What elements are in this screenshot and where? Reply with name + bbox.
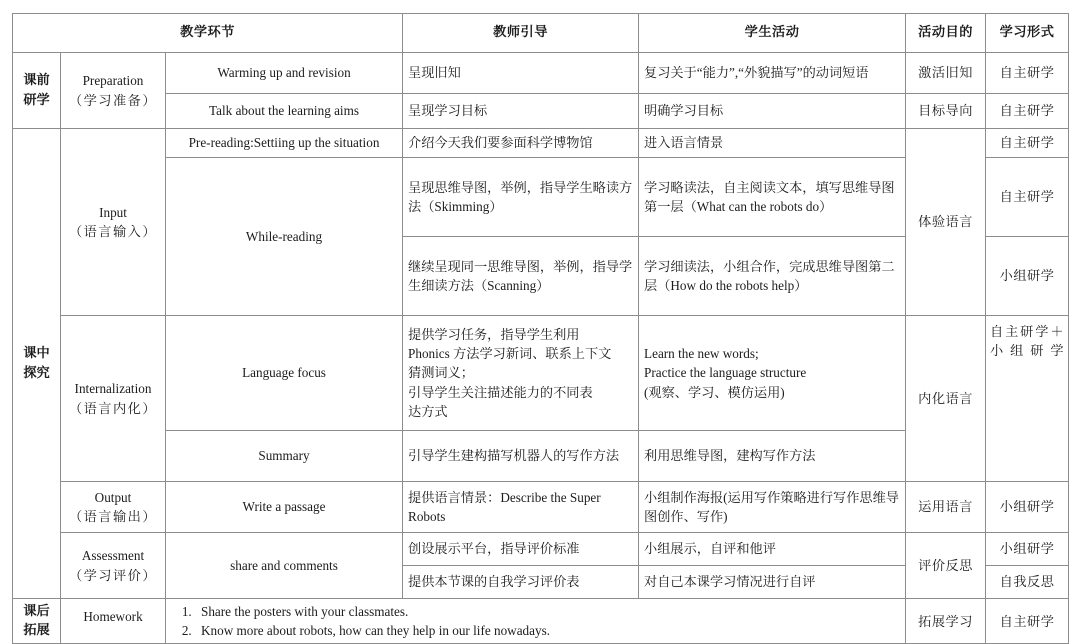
learning-form-r4: 自主研学 xyxy=(986,158,1069,237)
table-row xyxy=(13,316,1069,431)
text-line: 提供学习任务，指导学生利用 xyxy=(408,327,580,343)
homework-list xyxy=(171,602,900,640)
teacher-guidance-r3: 介绍今天我们要参面科学博物馆 xyxy=(403,129,639,158)
step-summary: Summary xyxy=(166,431,403,482)
learning-form-r1: 自主研学 xyxy=(986,53,1069,94)
teacher-guidance-r6 xyxy=(403,316,639,431)
table-row xyxy=(13,53,1069,94)
table-row xyxy=(13,94,1069,129)
stage-in-class-line1: 课中 xyxy=(23,346,50,362)
stage-in-class-line2: 探究 xyxy=(23,365,50,381)
teacher-guidance-r1: 呈现旧知 xyxy=(403,53,639,94)
step-share-comments: share and comments xyxy=(166,533,403,599)
header-student-activity: 学生活动 xyxy=(639,14,906,53)
student-activity-r10: 对自己本课学习情况进行自评 xyxy=(639,566,906,599)
homework-list-cell xyxy=(166,599,906,644)
text-line: Practice the language structure xyxy=(644,365,807,381)
activity-purpose-r3: 体验语言 xyxy=(906,129,986,316)
student-activity-r3: 进入语言情景 xyxy=(639,129,906,158)
list-item: 2. Know more about robots, how can they help in our life nowadays. xyxy=(195,621,900,640)
teacher-guidance-r10: 提供本节课的自我学习评价表 xyxy=(403,566,639,599)
stage-pre-class xyxy=(13,53,61,129)
learning-form-r11: 自主研学 xyxy=(986,599,1069,644)
learning-form-r10: 自我反思 xyxy=(986,566,1069,599)
step-write-passage: Write a passage xyxy=(166,482,403,533)
phase-input-en: Input xyxy=(99,204,127,220)
activity-purpose-r8: 运用语言 xyxy=(906,482,986,533)
learning-form-r6: 自主研学＋小组研学 xyxy=(986,316,1069,482)
phase-internalization-en: Internalization xyxy=(74,381,152,397)
stage-post-class-line1: 课后 xyxy=(23,604,50,619)
stage-pre-class-line1: 课前 xyxy=(23,73,50,89)
header-teaching-steps: 教学环节 xyxy=(13,14,403,53)
phase-output-en: Output xyxy=(94,489,132,505)
text-line: 达方式 xyxy=(408,403,448,419)
lesson-plan-table xyxy=(12,13,1069,644)
learning-form-r5: 小组研学 xyxy=(986,237,1069,316)
stage-pre-class-line2: 研学 xyxy=(23,92,50,108)
table-header-row xyxy=(13,14,1069,53)
step-language-focus: Language focus xyxy=(166,316,403,431)
header-activity-purpose: 活动目的 xyxy=(906,14,986,53)
phase-output xyxy=(61,482,166,533)
student-activity-r7: 利用思维导图，建构写作方法 xyxy=(639,431,906,482)
header-learning-form: 学习形式 xyxy=(986,14,1069,53)
phase-input xyxy=(61,129,166,316)
student-activity-r1: 复习关于“能力”,“外貌描写”的动词短语 xyxy=(639,53,906,94)
activity-purpose-r9: 评价反思 xyxy=(906,533,986,599)
teacher-guidance-r6-lines xyxy=(408,325,633,421)
activity-purpose-r6: 内化语言 xyxy=(906,316,986,482)
phase-assessment-cn: （学习评价） xyxy=(68,567,158,583)
table-row xyxy=(13,482,1069,533)
phase-input-cn: （语言输入） xyxy=(68,224,158,239)
phase-preparation xyxy=(61,53,166,129)
stage-post-class-line2: 拓展 xyxy=(23,623,50,639)
list-item: 1. Share the posters with your classmates. xyxy=(195,602,900,621)
teacher-guidance-r2: 呈现学习目标 xyxy=(403,94,639,129)
table-row xyxy=(13,533,1069,566)
activity-purpose-r1: 激活旧知 xyxy=(906,53,986,94)
learning-form-r2: 自主研学 xyxy=(986,94,1069,129)
text-line: 猜测词义； xyxy=(408,365,474,381)
teacher-guidance-r4: 呈现思维导图，举例，指导学生略读方法（Skimming） xyxy=(403,158,639,237)
table-row xyxy=(13,599,1069,644)
text-line: Learn the new words; xyxy=(644,346,759,362)
phase-internalization-cn: （语言内化） xyxy=(68,400,158,416)
phase-internalization xyxy=(61,316,166,482)
learning-form-r8: 小组研学 xyxy=(986,482,1069,533)
teacher-guidance-r9: 创设展示平台，指导评价标准 xyxy=(403,533,639,566)
activity-purpose-r11: 拓展学习 xyxy=(906,599,986,644)
stage-in-class xyxy=(13,129,61,599)
table-row xyxy=(13,129,1069,158)
teacher-guidance-r5: 继续呈现同一思维导图，举例，指导学生细读方法（Scanning） xyxy=(403,237,639,316)
student-activity-r4: 学习略读法，自主阅读文本，填写思维导图第一层（What can the robots do） xyxy=(639,158,906,237)
stage-post-class xyxy=(13,599,61,644)
learning-form-r9: 小组研学 xyxy=(986,533,1069,566)
student-activity-r9: 小组展示，自评和他评 xyxy=(639,533,906,566)
phase-preparation-en: Preparation xyxy=(82,73,144,89)
phase-homework xyxy=(61,599,166,644)
phase-homework-en: Homework xyxy=(83,609,143,624)
phase-assessment xyxy=(61,533,166,599)
header-teacher-guidance: 教师引导 xyxy=(403,14,639,53)
step-while-reading: While-reading xyxy=(166,158,403,316)
student-activity-r5: 学习细读法，小组合作，完成思维导图第二层（How do the robots help） xyxy=(639,237,906,316)
student-activity-r6 xyxy=(639,316,906,431)
step-pre-reading: Pre-reading:Settiing up the situation xyxy=(166,129,403,158)
teacher-guidance-r7: 引导学生建构描写机器人的写作方法 xyxy=(403,431,639,482)
learning-form-r3: 自主研学 xyxy=(986,129,1069,158)
phase-output-cn: （语言输出） xyxy=(68,509,158,524)
text-line: (观察、学习、模仿运用) xyxy=(644,384,785,400)
step-warming-up: Warming up and revision xyxy=(166,53,403,94)
text-line: Phonics 方法学习新词、联系上下文 xyxy=(408,346,612,362)
student-activity-r8: 小组制作海报(运用写作策略进行写作思维导图创作、写作) xyxy=(639,482,906,533)
student-activity-r6-lines xyxy=(644,344,900,401)
step-talk-aims: Talk about the learning aims xyxy=(166,94,403,129)
text-line: 引导学生关注描述能力的不同表 xyxy=(408,384,593,400)
student-activity-r2: 明确学习目标 xyxy=(639,94,906,129)
activity-purpose-r2: 目标导向 xyxy=(906,94,986,129)
teacher-guidance-r8: 提供语言情景：Describe the Super Robots xyxy=(403,482,639,533)
phase-assessment-en: Assessment xyxy=(81,548,145,564)
phase-preparation-cn: （学习准备） xyxy=(68,92,158,108)
